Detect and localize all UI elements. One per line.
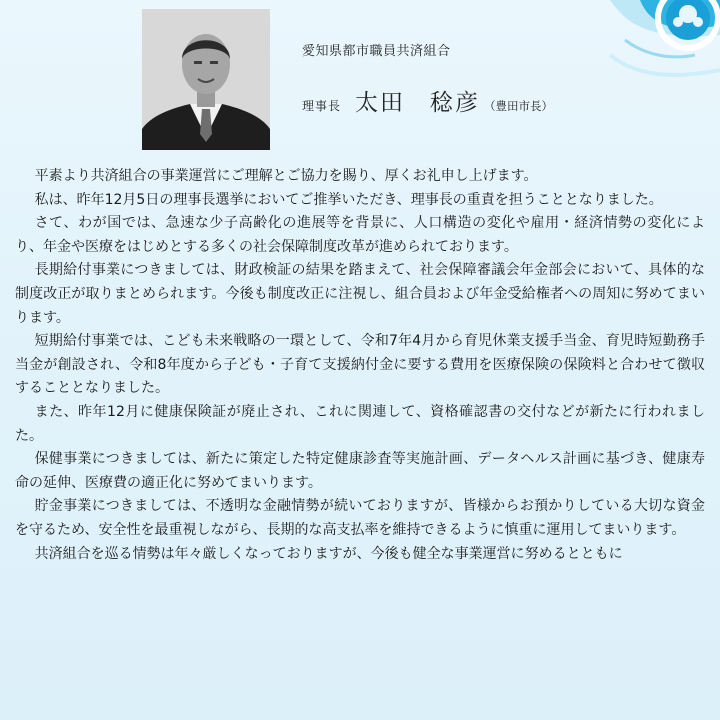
portrait-photo-icon xyxy=(142,9,270,150)
affiliation-label: （豊田市長） xyxy=(484,99,554,113)
chairman-name: 太田 稔彦 xyxy=(355,90,481,116)
organization-name: 愛知県都市職員共済組合 xyxy=(302,44,451,59)
paragraph: また、昨年12月に健康保険証が廃止され、これに関連して、資格確認書の交付などが新たに行われました。 xyxy=(15,403,705,444)
greeting-body xyxy=(15,165,705,566)
wave-pattern-icon xyxy=(570,0,720,90)
paragraph: 共済組合を巡る情勢は年々厳しくなっておりますが、今後も健全な事業運営に努めるとともに xyxy=(34,545,623,562)
paragraph: 保健事業につきましては、新たに策定した特定健康診査等実施計画、データヘルス計画に基づき、健康寿命の延伸、医療費の適正化に努めてまいります。 xyxy=(15,451,705,491)
signatory xyxy=(302,84,553,117)
paragraph: 短期給付事業では、こども未来戦略の一環として、令和7年4月から育児休業支援手当金、育児時短勤務手当金が創設され、令和8年度から子ども・子育て支援納付金に要する費用を医療保険の保険料と合わせて徴収することとなりました。 xyxy=(15,333,705,397)
paragraph: 貯金事業につきましては、不透明な金融情勢が続いておりますが、皆様からお預かりしている大切な資金を守るため、安全性を最重視しながら、長期的な高支払率を維持できるように慎重に運用してまいります。 xyxy=(15,498,705,538)
role-label: 理事長 xyxy=(302,99,342,113)
paragraph: 私は、昨年12月5日の理事長選挙においてご推挙いただき、理事長の重責を担うこととなりました。 xyxy=(34,191,663,208)
paragraph: さて、わが国では、急速な少子高齢化の進展等を背景に、人口構造の変化や雇用・経済情勢の変化により、年金や医療をはじめとする多くの社会保障制度改革が進められております。 xyxy=(15,215,705,255)
paragraph: 長期給付事業につきましては、財政検証の結果を踏まえて、社会保障審議会年金部会において、具体的な制度改正が取りまとめられます。今後も制度改正に注視し、組合員および年金受給権者への周知に努めてまいります。 xyxy=(15,262,705,326)
paragraph: 平素より共済組合の事業運営にご理解とご協力を賜り、厚くお礼申し上げます。 xyxy=(34,168,538,184)
